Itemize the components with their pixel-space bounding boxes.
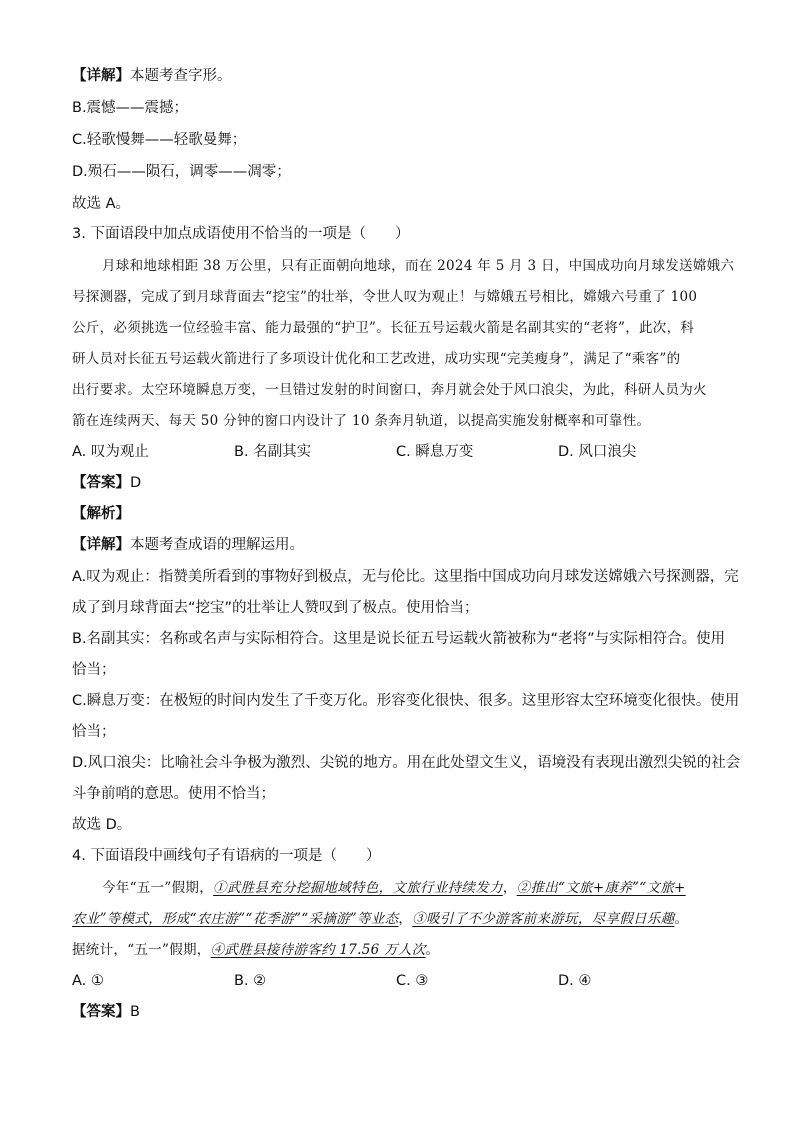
q4-passage-line-1: [102, 878, 686, 898]
q2-line-d: D.殒石——陨石，调零——凋零；: [72, 164, 291, 180]
q3-option-d: D. 风口浪尖: [558, 444, 637, 460]
q3-detail: [72, 535, 304, 555]
q4-option-b: B. ②: [234, 973, 267, 989]
q3-passage-line: 研人员对长征五号运载火箭进行了多项设计优化和工艺改进，成功实现“完美瘦身”，满足了“乘客”的: [72, 351, 681, 367]
q4-question: 4. 下面语段中画线句子有语病的一项是（ ）: [72, 848, 381, 864]
q3-answer: [72, 473, 141, 493]
detail-text: 本题考查成语的理解运用。: [130, 537, 304, 553]
q3-explanation-line: 恰当；: [72, 662, 116, 678]
underlined-sentence-3: ③吸引了不少游客前来游玩，尽享假日乐趣: [412, 911, 675, 927]
underlined-sentence-4: ④武胜县接待游客约 17.56 万人次: [210, 942, 426, 958]
q3-explanation-line: B.名副其实：名称或名声与实际相符合。这里是说长征五号运载火箭被称为“老将”与实际相符合。使用: [72, 631, 726, 647]
underlined-sentence-1: ①武胜县充分挖掘地域特色，文旅行业持续发力: [213, 880, 503, 896]
answer-value: D: [130, 475, 142, 491]
detail-tag: 【详解】: [72, 68, 130, 84]
answer-value: B: [130, 1004, 140, 1020]
q2-conclusion: 故选 A。: [72, 196, 131, 212]
underlined-sentence-2-cont: 农业”等模式，形成“农庄游”“花季游”“采摘游”等业态: [72, 911, 399, 927]
q3-explanation-line: 斗争前哨的意思。使用不恰当；: [72, 786, 275, 802]
passage-text: ，: [502, 880, 517, 896]
passage-text: 据统计，“五一”假期，: [72, 942, 211, 958]
q4-option-c: C. ③: [396, 973, 429, 989]
q3-explanation-line: 成了到月球背面去“挖宝”的壮举让人赞叹到了极点。使用恰当；: [72, 600, 479, 616]
q3-question: 3. 下面语段中加点成语使用不恰当的一项是（ ）: [72, 226, 410, 242]
q3-passage-line: 箭在连续两天、每天 50 分钟的窗口内设计了 10 条奔月轨道，以提高实施发射概率和可靠性。: [72, 413, 651, 429]
q3-option-a: A. 叹为观止: [72, 444, 149, 460]
q3-analysis-tag: 【解析】: [72, 506, 130, 522]
q4-option-d: D. ④: [558, 973, 592, 989]
q3-passage-line: 号探测器，完成了到月球背面去“挖宝”的壮举，令世人叹为观止！与嫦娥五号相比，嫦娥六号重了 100: [72, 289, 698, 305]
passage-text: 。: [674, 911, 689, 927]
underlined-sentence-2: ②推出“文旅+康养”“文旅+: [516, 880, 686, 896]
passage-text: 今年“五一”假期，: [102, 880, 214, 896]
q2-line-b: B.震憾——震撼；: [72, 100, 189, 116]
q4-option-a: A. ①: [72, 973, 104, 989]
passage-text: 。: [425, 942, 440, 958]
q2-line-c: C.轻歌慢舞——轻歌曼舞；: [72, 132, 247, 148]
answer-tag: 【答案】: [72, 1004, 130, 1020]
q4-passage-line-2: [72, 909, 688, 929]
q4-passage-line-3: [72, 940, 439, 960]
q3-option-b: B. 名副其实: [234, 444, 312, 460]
detail-text: 本题考查字形。: [130, 68, 232, 84]
q3-passage-line: 月球和地球相距 38 万公里，只有正面朝向地球，而在 2024 年 5 月 3 日，中国成功向月球发送嫦娥六: [102, 258, 735, 274]
q3-passage-line: 公斤，必须挑选一位经验丰富、能力最强的“护卫”。长征五号运载火箭是名副其实的“老将”，此次，科: [72, 320, 695, 336]
q3-passage-line: 出行要求。太空环境瞬息万变，一旦错过发射的时间窗口，奔月就会处于风口浪尖，为此，科研人员为火: [72, 382, 707, 398]
q3-explanation-line: C.瞬息万变：在极短的时间内发生了千变万化。形容变化很快、很多。这里形容太空环境变化很快。使用: [72, 693, 740, 709]
q3-explanation-line: 恰当；: [72, 724, 116, 740]
q4-answer: [72, 1002, 140, 1022]
q3-conclusion: 故选 D。: [72, 817, 132, 833]
q3-option-c: C. 瞬息万变: [396, 444, 474, 460]
answer-tag: 【答案】: [72, 475, 130, 491]
passage-text: ，: [398, 911, 413, 927]
q3-explanation-line: D.风口浪尖：比喻社会斗争极为激烈、尖锐的地方。用在此处望文生义，语境没有表现出激烈尖锐的社会: [72, 755, 741, 771]
q3-explanation-line: A.叹为观止：指赞美所看到的事物好到极点，无与伦比。这里指中国成功向月球发送嫦娥六号探测器，完: [72, 569, 739, 585]
detail-tag: 【详解】: [72, 537, 130, 553]
q2-detail: [72, 66, 232, 86]
